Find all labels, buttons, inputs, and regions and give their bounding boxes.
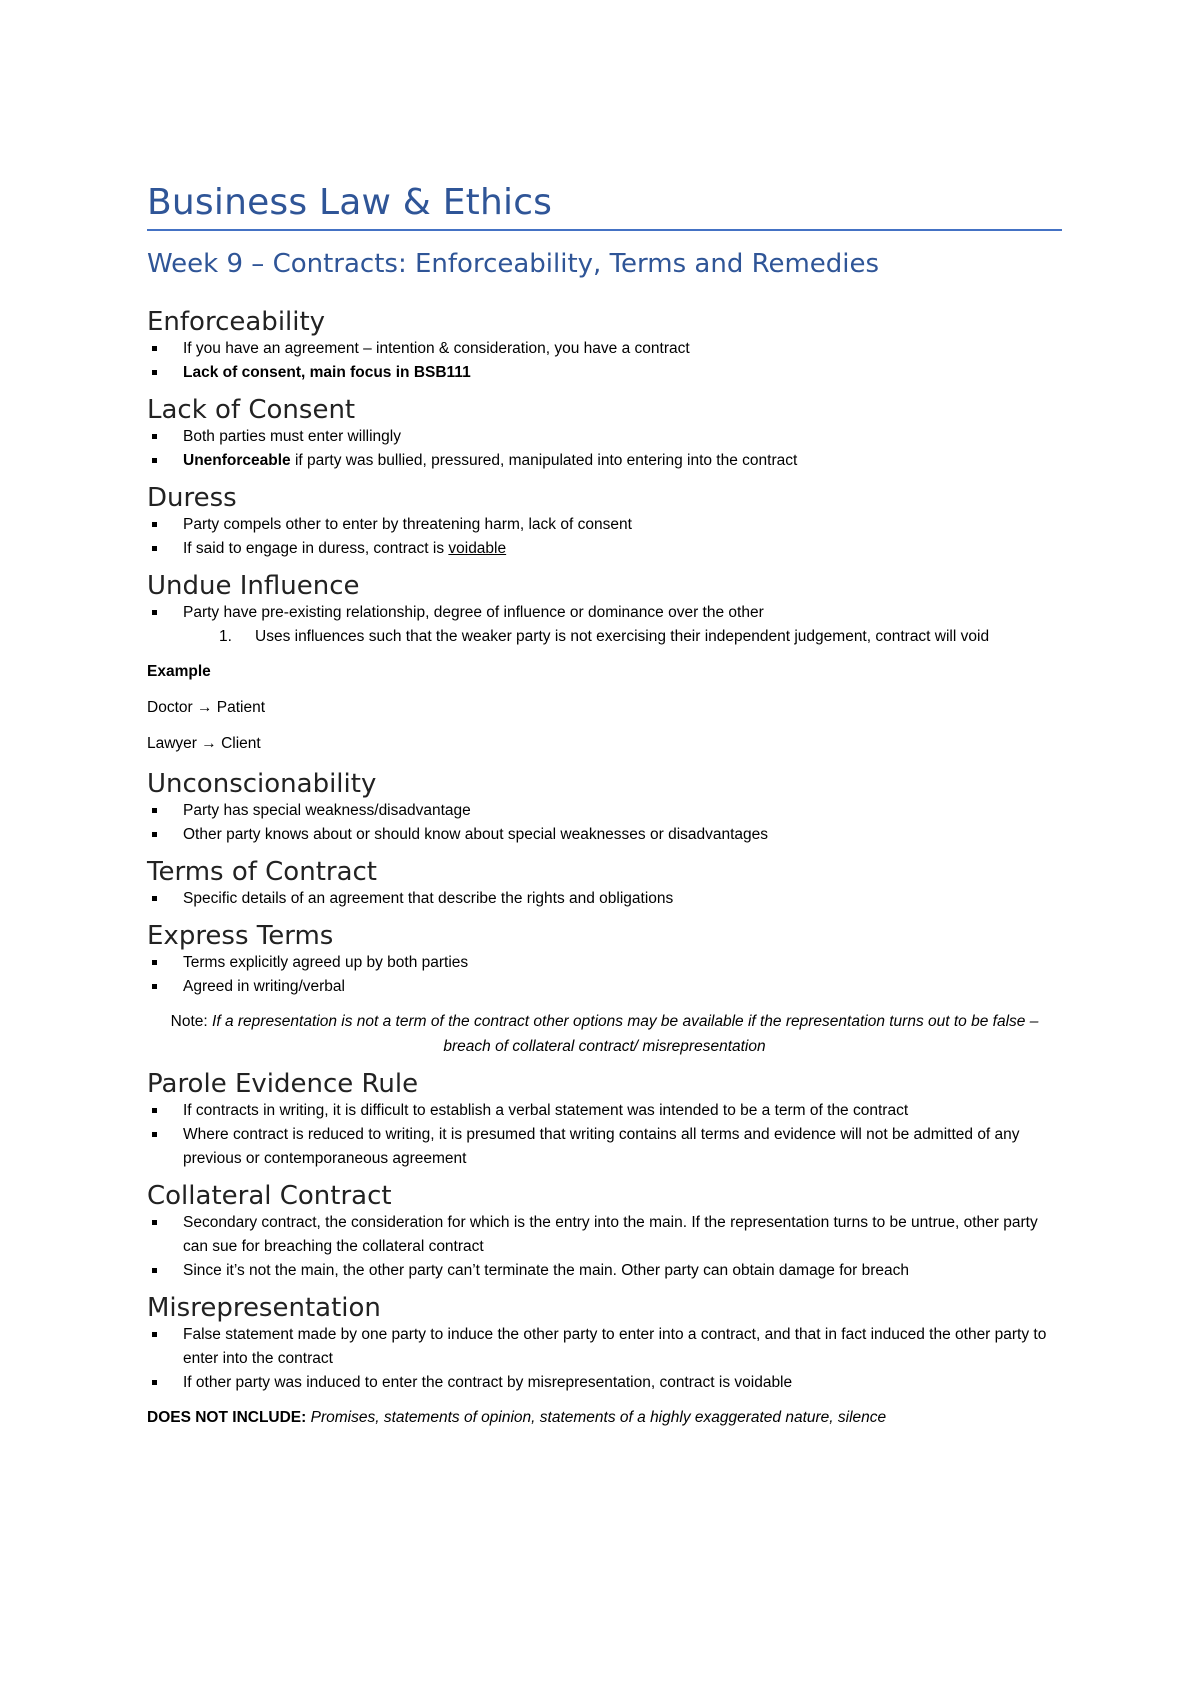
list-item (147, 1371, 1062, 1395)
numbered-list (147, 625, 1062, 649)
list-item-text: Specific details of an agreement that describe the rights and obligations (183, 890, 674, 907)
list-item (147, 951, 1062, 975)
section-express-terms (147, 921, 1062, 1059)
list-item-text: Since it’s not the main, the other party can’t terminate the main. Other party can obtain damage for breach (183, 1262, 910, 1279)
list-item-text: Agreed in writing/verbal (183, 978, 345, 995)
numbered-item (147, 625, 1062, 649)
bullet-list (147, 1099, 1062, 1171)
example-line: Lawyer → Client (147, 735, 261, 752)
section-undue-influence (147, 571, 1062, 756)
square-bullet-icon (152, 1132, 157, 1137)
bullet-list (147, 1323, 1062, 1395)
list-item-text: If you have an agreement – intention & consideration, you have a contract (183, 340, 690, 357)
exclusion-text: Promises, statements of opinion, statements of a highly exaggerated nature, silence (310, 1409, 887, 1426)
bullet-list (147, 425, 1062, 473)
document-subtitle: Week 9 – Contracts: Enforceability, Terms and Remedies (147, 249, 880, 279)
section-parole-evidence-rule (147, 1069, 1062, 1171)
list-item-text: False statement made by one party to induce the other party to enter into a contract, and that in fact induced the other party to enter into the contract (183, 1326, 1047, 1367)
square-bullet-icon (152, 808, 157, 813)
list-item-text: If contracts in writing, it is difficult to establish a verbal statement was intended to be a term of the contract (183, 1102, 909, 1119)
list-item (147, 823, 1062, 847)
item-number: 1. (219, 628, 232, 645)
list-item-text: Secondary contract, the consideration for which is the entry into the main. If the representation turns to be untrue, other party can sue for breaching the collateral contract (183, 1214, 1038, 1255)
note-text: If a representation is not a term of the contract other options may be available if the representation turns out to be false – breach of collateral contract/ misrepresentation (212, 1013, 1039, 1055)
list-item (147, 1323, 1062, 1371)
square-bullet-icon (152, 1332, 157, 1337)
section-heading: Terms of Contract (147, 857, 378, 887)
list-item-text: Party compels other to enter by threatening harm, lack of consent (183, 516, 632, 533)
list-item (147, 337, 1062, 361)
section-unconscionability (147, 769, 1062, 847)
list-item-text: Other party knows about or should know about special weaknesses or disadvantages (183, 826, 769, 843)
square-bullet-icon (152, 1268, 157, 1273)
list-item (147, 601, 1062, 625)
list-item (147, 1211, 1062, 1259)
list-item-text: Lack of consent, main focus in BSB111 (183, 364, 471, 381)
section-lack-of-consent (147, 395, 1062, 473)
list-item (147, 537, 1062, 561)
bullet-list (147, 887, 1062, 911)
section-heading: Enforceability (147, 307, 326, 337)
list-item-text: Where contract is reduced to writing, it is presumed that writing contains all terms and evidence will not be admitted of any previous or contemporaneous agreement (183, 1126, 1020, 1167)
section-misrepresentation (147, 1293, 1062, 1430)
section-heading: Misrepresentation (147, 1293, 381, 1323)
square-bullet-icon (152, 546, 157, 551)
list-item (147, 887, 1062, 911)
bullet-list (147, 799, 1062, 847)
section-heading: Undue Influence (147, 571, 360, 601)
list-item (147, 425, 1062, 449)
bold-term: Unenforceable (183, 452, 291, 469)
example-label: Example (147, 663, 211, 680)
list-item (147, 449, 1062, 473)
square-bullet-icon (152, 346, 157, 351)
example-line: Doctor → Patient (147, 699, 266, 716)
list-item (147, 1099, 1062, 1123)
section-heading: Lack of Consent (147, 395, 356, 425)
square-bullet-icon (152, 458, 157, 463)
bullet-list (147, 1211, 1062, 1283)
list-item-text: Terms explicitly agreed up by both parties (183, 954, 469, 971)
list-item (147, 361, 1062, 385)
underlined-term: voidable (448, 540, 507, 557)
square-bullet-icon (152, 1220, 157, 1225)
list-item (147, 1259, 1062, 1283)
list-item-text: if party was bullied, pressured, manipulated into entering into the contract (290, 452, 798, 469)
exclusion-label: DOES NOT INCLUDE: (147, 1409, 311, 1426)
section-collateral-contract (147, 1181, 1062, 1283)
section-heading: Parole Evidence Rule (147, 1069, 419, 1099)
bullet-list (147, 601, 1062, 625)
list-item-text: If said to engage in duress, contract is (183, 540, 449, 557)
note-paragraph (147, 1009, 1062, 1059)
square-bullet-icon (152, 1380, 157, 1385)
document-page (147, 180, 1062, 1430)
section-terms-of-contract (147, 857, 1062, 911)
list-item-text: Uses influences such that the weaker party is not exercising their independent judgement, contract will void (255, 628, 990, 645)
section-enforceability (147, 307, 1062, 385)
square-bullet-icon (152, 984, 157, 989)
list-item (147, 513, 1062, 537)
square-bullet-icon (152, 434, 157, 439)
section-heading: Unconscionability (147, 769, 377, 799)
list-item-text: Both parties must enter willingly (183, 428, 401, 445)
document-title: Business Law & Ethics (147, 180, 1062, 231)
bullet-list (147, 951, 1062, 999)
bullet-list (147, 513, 1062, 561)
square-bullet-icon (152, 960, 157, 965)
list-item-text: Party have pre-existing relationship, degree of influence or dominance over the other (183, 604, 764, 621)
square-bullet-icon (152, 896, 157, 901)
list-item-text: If other party was induced to enter the contract by misrepresentation, contract is voidable (183, 1374, 793, 1391)
bullet-list (147, 337, 1062, 385)
section-heading: Express Terms (147, 921, 334, 951)
list-item (147, 975, 1062, 999)
list-item (147, 799, 1062, 823)
exclusion-paragraph (147, 1406, 1062, 1430)
section-heading: Duress (147, 483, 237, 513)
square-bullet-icon (152, 610, 157, 615)
square-bullet-icon (152, 370, 157, 375)
square-bullet-icon (152, 832, 157, 837)
section-duress (147, 483, 1062, 561)
list-item (147, 1123, 1062, 1171)
square-bullet-icon (152, 522, 157, 527)
section-heading: Collateral Contract (147, 1181, 392, 1211)
square-bullet-icon (152, 1108, 157, 1113)
list-item-text: Party has special weakness/disadvantage (183, 802, 471, 819)
note-label: Note: (170, 1013, 213, 1030)
